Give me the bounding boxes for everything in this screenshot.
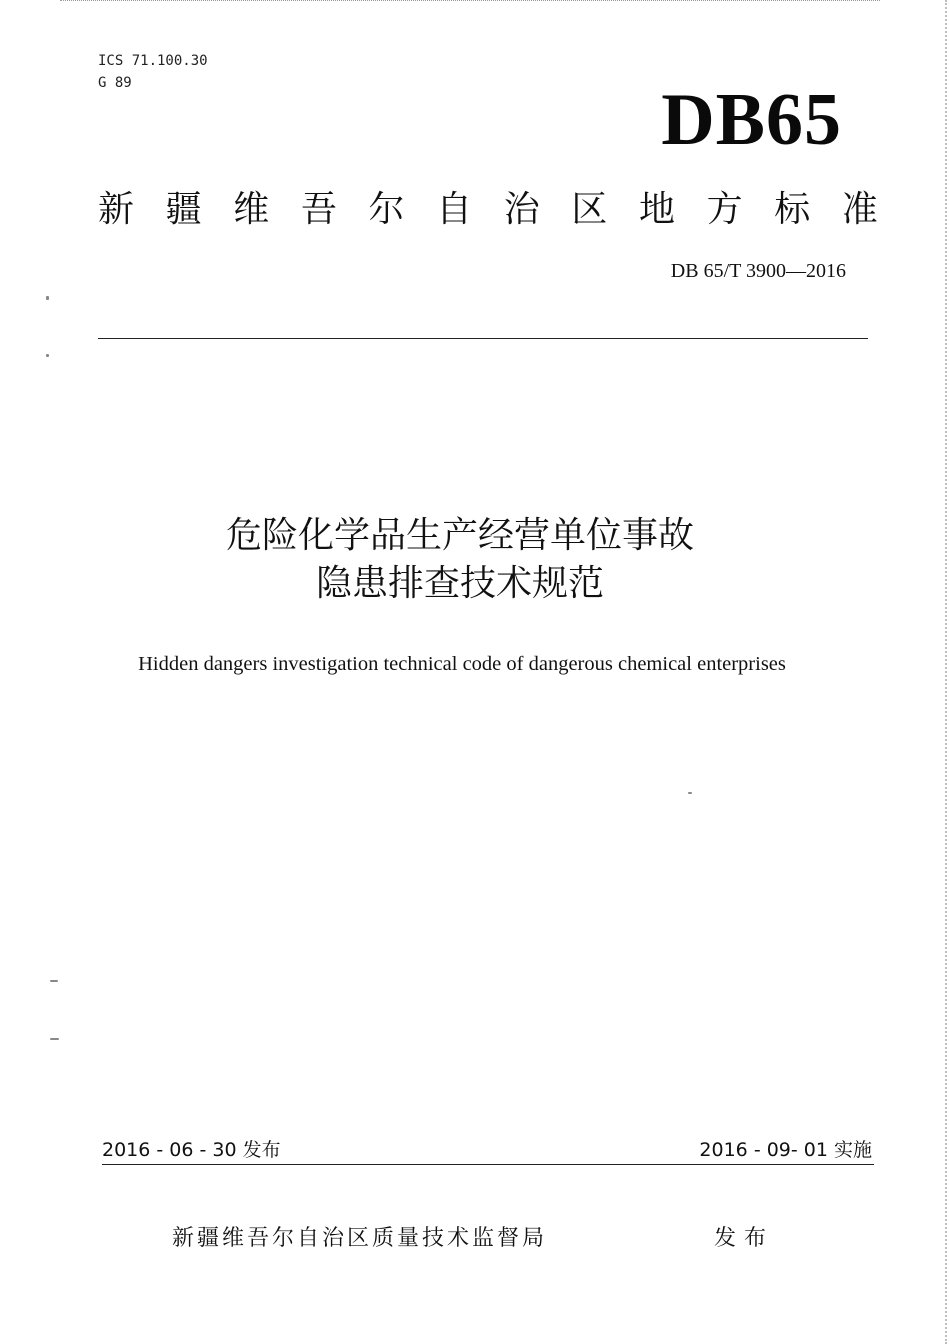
publish-date: 2016 - 06 - 30 发布: [102, 1139, 281, 1161]
scan-speck: [46, 296, 49, 300]
header-divider: [98, 338, 868, 339]
implement-date: 2016 - 09- 01 实施: [699, 1139, 872, 1161]
english-title: Hidden dangers investigation technical code of dangerous chemical enterprises: [138, 653, 786, 675]
ics-code: ICS 71.100.30: [98, 53, 208, 69]
title-line-1: 危险化学品生产经营单位事故: [225, 515, 694, 556]
scan-speck: [688, 792, 692, 794]
scan-speck: [50, 1038, 59, 1040]
standard-type-char: 方: [706, 189, 743, 230]
title-line-2: 隐患排查技术规范: [315, 563, 604, 604]
standard-type-heading: [98, 184, 878, 236]
standard-type-char: 准: [841, 189, 878, 230]
standard-type-char: 标: [774, 189, 811, 230]
standard-type-char: 自: [436, 189, 473, 230]
document-title: [0, 512, 920, 608]
standard-type-char: 区: [571, 189, 608, 230]
standard-number: DB 65/T 3900—2016: [670, 260, 846, 282]
standard-type-char: 吾: [300, 189, 337, 230]
standard-type-char: 新: [98, 189, 135, 230]
classification-block: [98, 50, 208, 94]
db-logo: DB65: [661, 79, 842, 161]
footer-divider: [102, 1164, 874, 1165]
scan-edge-right: [945, 0, 947, 1344]
standard-type-char: 治: [503, 189, 540, 230]
scan-edge-top: [60, 0, 880, 5]
issue-label: 发布: [714, 1226, 775, 1251]
dates-row: [102, 1136, 872, 1164]
standard-type-char: 维: [233, 189, 270, 230]
issuing-authority: 新疆维吾尔自治区质量技术监督局: [172, 1226, 548, 1251]
standard-type-char: 地: [639, 189, 676, 230]
scan-speck: [50, 980, 58, 982]
classification-code: G 89: [98, 75, 132, 91]
standard-type-char: 疆: [165, 189, 202, 230]
standard-type-char: 尔: [368, 189, 405, 230]
scan-speck: [46, 354, 49, 357]
